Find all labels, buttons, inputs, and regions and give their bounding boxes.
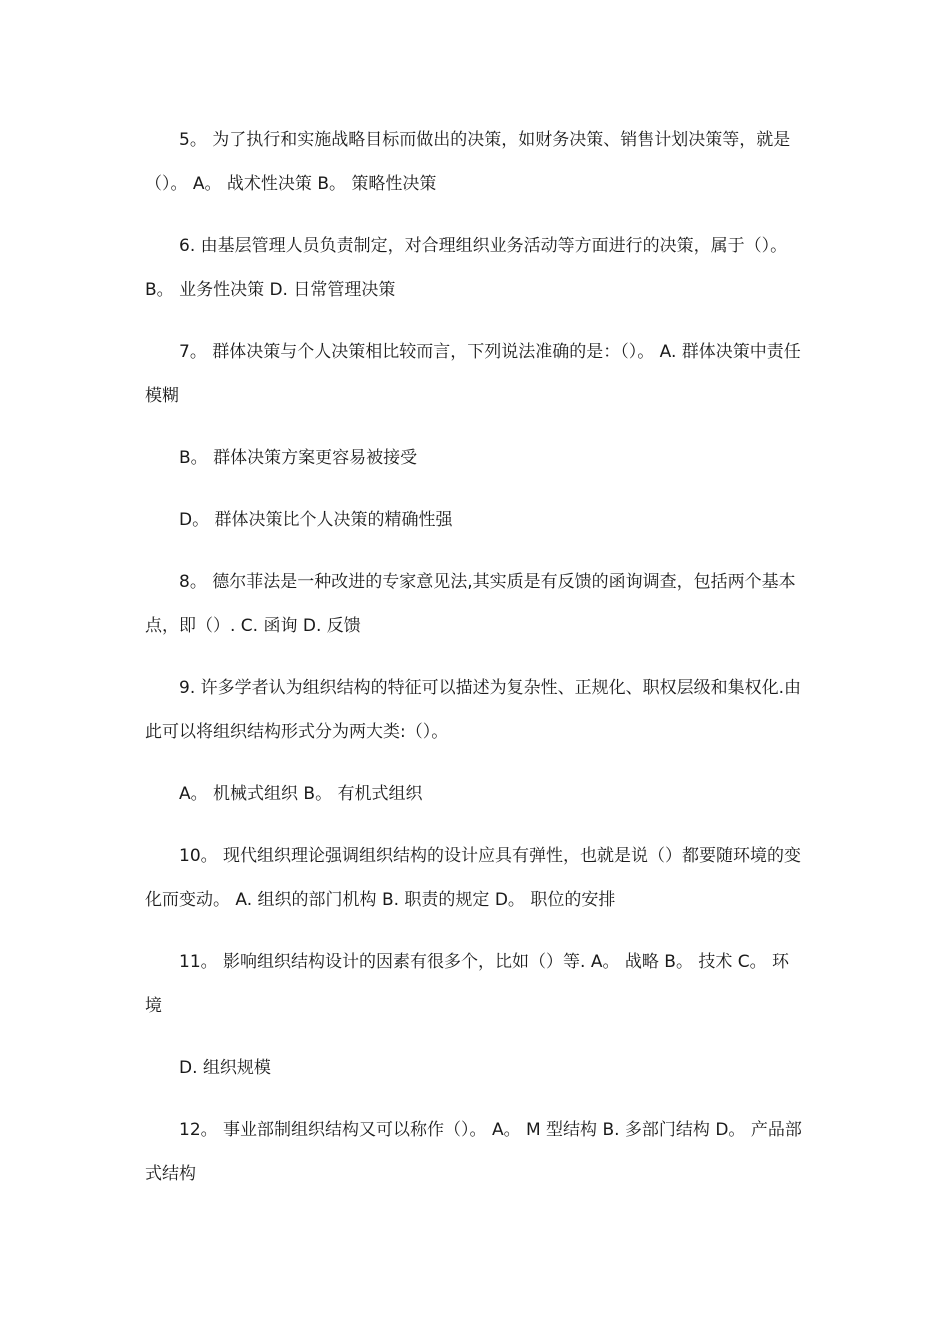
- question-9-options: A。 机械式组织 B。 有机式组织: [179, 784, 423, 804]
- question-9-paragraph: 9. 许多学者认为组织结构的特征可以描述为复杂性、正规化、职权层级和集权化.由此可以将组织结构形式分为两大类:（）。: [145, 678, 802, 742]
- question-7-option-d: D。 群体决策比个人决策的精确性强: [179, 510, 453, 530]
- question-8-paragraph: 8。 德尔菲法是一种改进的专家意见法,其实质是有反馈的函询调查，包括两个基本点，即（）. C. 函询 D. 反馈: [145, 572, 796, 636]
- document-body: [145, 118, 805, 1214]
- question-7-option-b: B。 群体决策方案更容易被接受: [179, 448, 418, 468]
- question-11-paragraph: 11。 影响组织结构设计的因素有很多个，比如（）等. A。 战略 B。 技术 C。 环境: [145, 952, 790, 1016]
- question-10-paragraph: 10。 现代组织理论强调组织结构的设计应具有弹性，也就是说（）都要随环境的变化而变动。 A. 组织的部门机构 B. 职责的规定 D。 职位的安排: [145, 846, 802, 910]
- question-12-paragraph: 12。 事业部制组织结构又可以称作（）。 A。 M 型结构 B. 多部门结构 D。 产品部式结构: [145, 1120, 802, 1184]
- question-11-option-d: D. 组织规模: [179, 1058, 271, 1078]
- question-7-paragraph: 7。 群体决策与个人决策相比较而言，下列说法准确的是：（）。 A. 群体决策中责任模糊: [145, 342, 801, 406]
- question-6-paragraph: 6. 由基层管理人员负责制定，对合理组织业务活动等方面进行的决策，属于（）。 B。 业务性决策 D. 日常管理决策: [145, 236, 788, 300]
- question-5-paragraph: 5。 为了执行和实施战略目标而做出的决策，如财务决策、销售计划决策等，就是（）。 A。 战术性决策 B。 策略性决策: [145, 130, 791, 194]
